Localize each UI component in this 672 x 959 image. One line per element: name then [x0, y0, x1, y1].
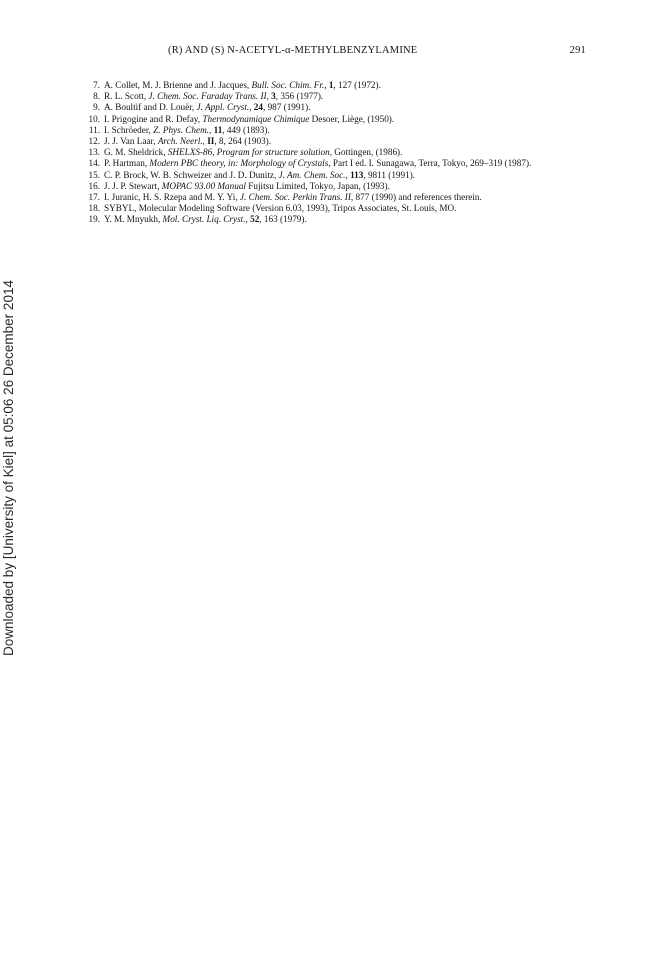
reference-item: [86, 147, 586, 158]
reference-title: SHELXS-86, Program for structure solution: [167, 147, 330, 158]
reference-number: 17.: [88, 192, 100, 203]
reference-segment: ,: [202, 136, 208, 147]
reference-text: [104, 214, 307, 224]
reference-volume: II: [207, 136, 215, 147]
reference-item: [86, 114, 586, 125]
reference-title: Modern PBC theory, in: Morphology of Crystals: [149, 158, 329, 169]
reference-text: [104, 192, 482, 202]
reference-text: [104, 181, 390, 191]
reference-number: 13.: [88, 147, 100, 158]
reference-segment: , 9811 (1991).: [363, 169, 416, 180]
reference-segment: ,: [209, 124, 214, 135]
reference-number: 8.: [93, 91, 100, 102]
reference-segment: ,: [324, 80, 329, 90]
reference-segment: , 356 (1977).: [275, 91, 324, 102]
reference-segment: I. Juranic, H. S. Rzepa and M. Y. Yi,: [104, 192, 240, 203]
reference-segment: , Gottingen, (1986).: [329, 147, 403, 158]
reference-number: 15.: [88, 169, 100, 180]
reference-text: [104, 102, 310, 112]
reference-volume: 113: [350, 169, 364, 180]
reference-number: 18.: [88, 203, 100, 214]
page-number: 291: [569, 45, 586, 56]
reference-number: 10.: [88, 113, 100, 124]
reference-item: [86, 80, 586, 91]
reference-segment: , 127 (1972).: [333, 80, 381, 90]
reference-volume: 24: [253, 102, 263, 113]
reference-volume: 3: [271, 91, 276, 102]
reference-number: 19.: [88, 214, 100, 225]
reference-segment: P. Hartman,: [104, 158, 150, 169]
reference-segment: J. J. P. Stewart,: [104, 180, 162, 191]
reference-item: [86, 192, 586, 203]
reference-title: Thermodynamique Chimique: [202, 113, 310, 124]
reference-segment: , 8, 264 (1903).: [214, 136, 272, 147]
reference-volume: 11: [213, 124, 223, 135]
reference-segment: , 987 (1991).: [262, 102, 311, 113]
reference-segment: Fujitsu Limited, Tokyo, Japan, (1993).: [246, 180, 390, 191]
reference-number: 7.: [93, 80, 100, 90]
reference-segment: I. Schröeder,: [104, 124, 154, 135]
reference-title: Arch. Neerl.: [157, 136, 203, 147]
reference-text: [104, 147, 402, 157]
reference-title: MOPAC 93.00 Manual: [161, 180, 246, 191]
reference-title: J. Chem. Soc. Perkin Trans. II: [239, 192, 351, 203]
reference-item: [86, 136, 586, 147]
reference-volume: 52: [250, 214, 260, 225]
reference-segment: ,: [249, 102, 254, 113]
running-title: (R) AND (S) N-ACETYL-α-METHYLBENZYLAMINE: [168, 45, 418, 56]
reference-title: Mol. Cryst. Liq. Cryst.: [162, 214, 246, 225]
reference-segment: R. L. Scott,: [104, 91, 149, 102]
reference-segment: A. Collet, M. J. Brienne and J. Jacques,: [104, 80, 252, 90]
reference-text: [104, 170, 415, 180]
reference-text: [104, 80, 381, 90]
reference-segment: , 877 (1990) and references therein.: [350, 192, 482, 203]
reference-text: [104, 203, 456, 213]
reference-segment: , 449 (1893).: [222, 124, 270, 135]
reference-segment: C. P. Brock, W. B. Schweizer and J. D. Dunitz,: [104, 169, 279, 180]
reference-item: [86, 125, 586, 136]
reference-number: 14.: [88, 158, 100, 169]
reference-segment: I. Prigogine and R. Defay,: [104, 113, 203, 124]
reference-segment: SYBYL, Molecular Modeling Software (Version 6.03, 1993), Tripos Associates, St. Louis, MO.: [104, 203, 457, 214]
reference-number: 16.: [88, 180, 100, 191]
reference-title: Z. Phys. Chem.: [153, 124, 210, 135]
reference-title: J. Am. Chem. Soc.: [278, 169, 346, 180]
reference-text: [104, 114, 394, 124]
reference-item: [86, 170, 586, 181]
reference-item: [86, 181, 586, 192]
reference-title: Bull. Soc. Chim. Fr.: [251, 80, 325, 90]
reference-segment: ,: [266, 91, 272, 102]
reference-item: [86, 158, 586, 169]
download-watermark: Downloaded by [University of Kiel] at 05:06 26 December 2014: [1, 280, 16, 656]
reference-item: [86, 102, 586, 113]
reference-segment: , Part I ed. I. Sunagawa, Terra, Tokyo, 269–319 (1987).: [328, 158, 532, 169]
reference-text: [104, 136, 271, 146]
reference-number: 11.: [88, 124, 100, 135]
reference-number: 12.: [88, 136, 100, 147]
reference-number: 9.: [93, 102, 100, 113]
reference-text: [104, 158, 531, 168]
reference-segment: ,: [245, 214, 251, 225]
reference-list: [86, 80, 586, 226]
reference-title: J. Appl. Cryst.: [196, 102, 250, 113]
reference-segment: A. Boultif and D. Louër,: [104, 102, 197, 113]
reference-item: [86, 203, 586, 214]
reference-segment: Desoer, Liège, (1950).: [309, 113, 395, 124]
reference-segment: Y. M. Mnyukh,: [104, 214, 163, 225]
reference-segment: J. J. Van Laar,: [104, 136, 158, 147]
reference-segment: , 163 (1979).: [259, 214, 307, 225]
reference-segment: G. M. Sheldrick,: [104, 147, 168, 158]
reference-text: [104, 125, 270, 135]
reference-segment: ,: [345, 169, 351, 180]
reference-text: [104, 91, 323, 101]
reference-volume: 1: [328, 80, 334, 90]
reference-item: [86, 214, 586, 225]
reference-title: J. Chem. Soc. Faraday Trans. II: [148, 91, 267, 102]
reference-item: [86, 91, 586, 102]
